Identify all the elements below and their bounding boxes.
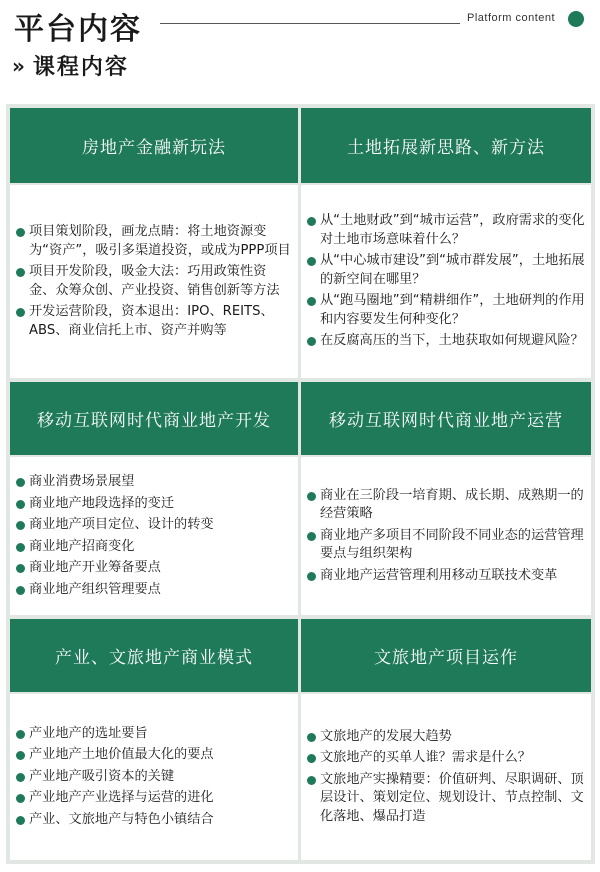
list-item: [307, 527, 585, 564]
list-item: [307, 567, 585, 586]
card-body: [301, 185, 591, 378]
bullet-dot-icon: [16, 543, 25, 552]
bullet-dot-icon: [16, 268, 25, 277]
list-item-text: 项目开发阶段，吸金大法：巧用政策性资金、众筹众创、产业投资、销售创新等方法: [29, 264, 280, 298]
list-item: [16, 538, 292, 557]
card-header: 文旅地产项目运作: [301, 619, 591, 692]
list-item: [307, 749, 585, 768]
list-item: [16, 789, 292, 808]
list-item: [307, 332, 585, 351]
content-grid: [6, 104, 595, 864]
list-item-text: 产业地产吸引资本的关键: [29, 768, 175, 784]
bullet-dot-icon: [16, 564, 25, 573]
page-title: 平台内容: [14, 12, 142, 47]
bullet-dot-icon: [16, 500, 25, 509]
card-header: 产业、文旅地产商业模式: [10, 619, 298, 692]
list-item: [16, 495, 292, 514]
list-item: [16, 223, 292, 260]
list-item: [307, 212, 585, 249]
list-item-text: 商业地产开业筹备要点: [29, 560, 161, 575]
list-item-text: 商业地产地段选择的变迁: [29, 495, 175, 511]
list-item: [16, 263, 292, 300]
card-header: 移动互联网时代商业地产运营: [301, 382, 591, 455]
list-item: [307, 728, 585, 747]
bullet-dot-icon: [307, 337, 316, 346]
list-item-text: 商业地产项目定位、设计的转变: [29, 517, 214, 532]
bullet-dot-icon: [16, 308, 25, 317]
bullet-dot-icon: [307, 754, 316, 763]
list-item-text: 从“土地财政”到“城市运营”，政府需求的变化对土地市场意味着什么？: [320, 213, 585, 247]
bullet-dot-icon: [16, 586, 25, 595]
list-item: [16, 516, 292, 535]
list-item-text: 商业地产组织管理要点: [29, 581, 161, 597]
list-item: [16, 746, 292, 765]
bullet-dot-icon: [16, 816, 25, 825]
section-header: [12, 50, 129, 81]
card-body: [301, 457, 591, 615]
list-item: [16, 473, 292, 492]
list-item-text: 商业地产多项目不同阶段不同业态的运营管理要点与组织架构: [320, 527, 584, 562]
header-dot: [568, 11, 584, 27]
list-item-text: 开发运营阶段，资本退出：IPO、REITS、ABS、商业信托上市、资产并购等: [29, 304, 274, 338]
title-divider: [160, 23, 460, 24]
list-item-text: 产业地产土地价值最大化的要点: [29, 747, 214, 763]
list-item-text: 商业消费场景展望: [29, 474, 135, 489]
list-item-text: 项目策划阶段，画龙点睛：将土地资源变为“资产”，吸引多渠道投资，或成为PPP项目: [29, 224, 291, 258]
bullet-dot-icon: [307, 776, 316, 785]
bullet-dot-icon: [16, 478, 25, 487]
list-item: [307, 487, 585, 524]
list-item-text: 文旅地产的发展大趋势: [320, 728, 452, 744]
section-title: 课程内容: [32, 55, 129, 80]
card-header: 土地拓展新思路、新方法: [301, 108, 591, 183]
card-body: [10, 185, 298, 378]
list-item: [16, 768, 292, 787]
bullet-dot-icon: [16, 228, 25, 237]
list-item-text: 商业地产运营管理利用移动互联技术变革: [320, 567, 558, 583]
bullet-dot-icon: [16, 794, 25, 803]
bullet-dot-icon: [307, 733, 316, 742]
bullet-dot-icon: [307, 297, 316, 306]
list-item: [307, 252, 585, 289]
list-item: [307, 771, 585, 827]
list-item: [16, 811, 292, 830]
list-item-text: 产业、文旅地产与特色小镇结合: [29, 811, 214, 827]
list-item-text: 文旅地产实操精要：价值研判、尽职调研、顶层设计、策划定位、规划设计、节点控制、文化落地、爆品打造: [320, 771, 584, 824]
bullet-dot-icon: [307, 492, 316, 501]
list-item-text: 产业地产的选址要旨: [29, 725, 148, 741]
list-item: [16, 303, 292, 340]
list-item-text: 从“跑马圈地”到“精耕细作”，土地研判的作用和内容要发生何种变化？: [320, 293, 585, 327]
list-item-text: 在反腐高压的当下，土地获取如何规避风险？: [320, 333, 584, 349]
chevron-double-right-icon: »: [12, 53, 23, 78]
list-item-text: 产业地产产业选择与运营的进化: [29, 790, 214, 806]
list-item: [307, 292, 585, 329]
card-body: [10, 694, 298, 860]
list-item: [16, 559, 292, 578]
card-header: 房地产金融新玩法: [10, 108, 298, 183]
list-item-text: 商业地产招商变化: [29, 538, 135, 554]
bullet-dot-icon: [307, 532, 316, 541]
bullet-dot-icon: [16, 521, 25, 530]
bullet-dot-icon: [16, 730, 25, 739]
bullet-dot-icon: [307, 572, 316, 581]
bullet-dot-icon: [16, 773, 25, 782]
list-item-text: 从“中心城市建设”到“城市群发展”，土地拓展的新空间在哪里？: [320, 253, 585, 287]
english-subtitle: Platform content: [467, 12, 556, 24]
list-item-text: 商业在三阶段一培育期、成长期、成熟期一的经营策略: [320, 487, 584, 522]
list-item-text: 文旅地产的买单人谁？需求是什么？: [320, 750, 531, 766]
card-body: [301, 694, 591, 860]
card-body: [10, 457, 298, 615]
bullet-dot-icon: [307, 217, 316, 226]
list-item: [16, 725, 292, 744]
list-item: [16, 581, 292, 600]
bullet-dot-icon: [307, 257, 316, 266]
bullet-dot-icon: [16, 751, 25, 760]
card-header: 移动互联网时代商业地产开发: [10, 382, 298, 455]
